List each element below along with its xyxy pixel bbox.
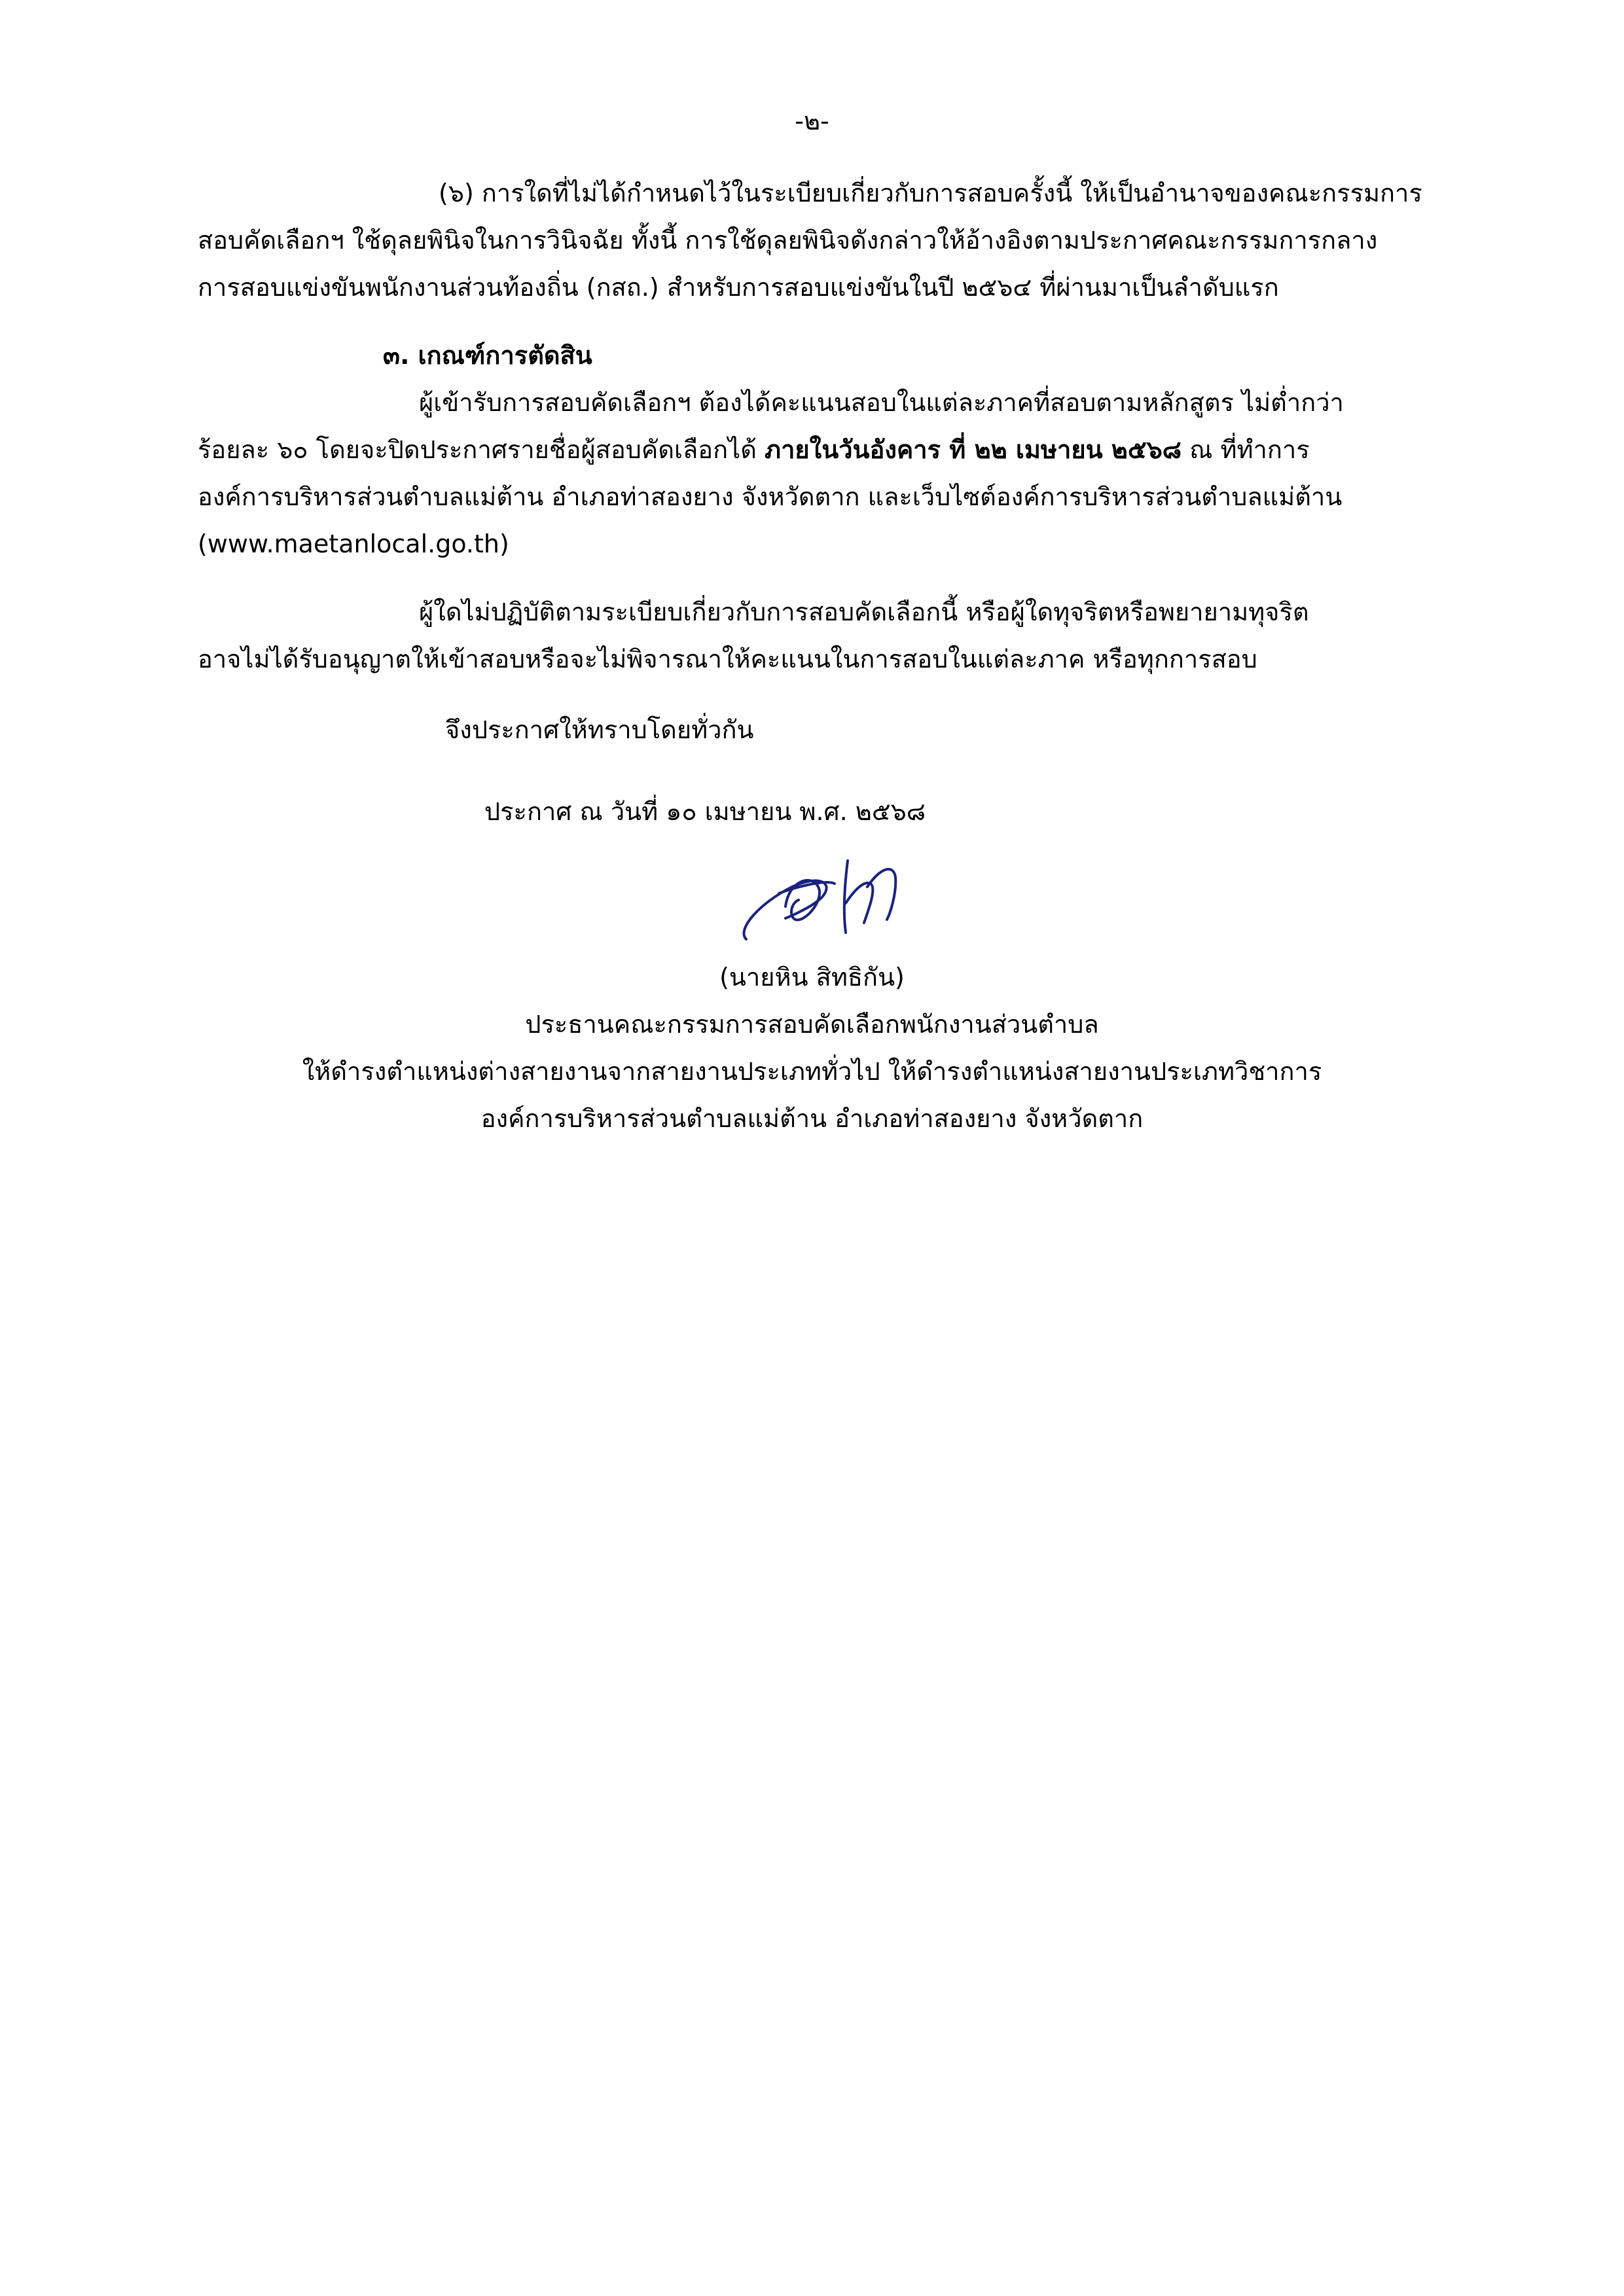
page-number: -๒- [795, 107, 829, 135]
criteria-line-1: ผู้เข้ารับการสอบคัดเลือกฯ ต้องได้คะแนนสอบในแต่ละภาคที่สอบตามหลักสูตร ไม่ต่ำกว่า [419, 388, 1344, 417]
criteria-line-2 [198, 427, 1310, 473]
violation-line-1: ผู้ใดไม่ปฏิบัติตามระเบียบเกี่ยวกับการสอบคัดเลือกนี้ หรือผู้ใดทุจริตหรือพยายามทุจริต [419, 598, 1309, 626]
website-url: (www.maetanlocal.go.th) [198, 529, 509, 558]
criteria-line-2-text: ร้อยละ ๖๐ โดยจะปิดประกาศรายชื่อผู้สอบคัดเลือกได้ [198, 435, 765, 464]
clause-6-line-2: สอบคัดเลือกฯ ใช้ดุลยพินิจในการวินิจฉัย ทั้งนี้ การใช้ดุลยพินิจดังกล่าวให้อ้างอิงตามประกาศคณะกรรมการกลาง [198, 226, 1378, 255]
clause-6-line-3: การสอบแข่งขันพนักงานส่วนท้องถิ่น (กสถ.) สำหรับการสอบแข่งขันในปี ๒๕๖๔ ที่ผ่านมาเป็นลำดับแรก [198, 273, 1279, 302]
clause-6-line-1: (๖) การใดที่ไม่ได้กำหนดไว้ในระเบียบเกี่ยวกับการสอบครั้งนี้ ให้เป็นอำนาจของคณะกรรมการ [439, 179, 1422, 207]
criteria-line-3: องค์การบริหารส่วนตำบลแม่ต้าน อำเภอท่าสองยาง จังหวัดตาก และเว็บไซต์องค์การบริหารส่วนตำบลแม่ต้าน [198, 482, 1343, 511]
violation-line-2: อาจไม่ได้รับอนุญาตให้เข้าสอบหรือจะไม่พิจารณาให้คะแนนในการสอบในแต่ละภาค หรือทุกการสอบ [198, 645, 1257, 673]
signer-title-line-2: ให้ดำรงตำแหน่งต่างสายงานจากสายงานประเภททั่วไป ให้ดำรงตำแหน่งสายงานประเภทวิชาการ [302, 1057, 1322, 1086]
section-3-heading: ๓. เกณฑ์การตัดสิน [383, 341, 592, 370]
signer-title-line-1: ประธานคณะกรรมการสอบคัดเลือกพนักงานส่วนตำบล [525, 1010, 1099, 1039]
signer-name: (นายหิน สิทธิกัน) [719, 963, 905, 992]
criteria-line-2-tail: ณ ที่ทำการ [1182, 435, 1310, 464]
announcement-text: จึงประกาศให้ทราบโดยทั่วกัน [445, 715, 754, 744]
handwritten-signature [733, 841, 929, 952]
signer-organization: องค์การบริหารส่วนตำบลแม่ต้าน อำเภอท่าสองยาง จังหวัดตาก [480, 1104, 1144, 1133]
announcement-date: ประกาศ ณ วันที่ ๑๐ เมษายน พ.ศ. ๒๕๖๘ [484, 797, 926, 826]
announcement-deadline: ภายในวันอังคาร ที่ ๒๒ เมษายน ๒๕๖๘ [765, 435, 1182, 464]
